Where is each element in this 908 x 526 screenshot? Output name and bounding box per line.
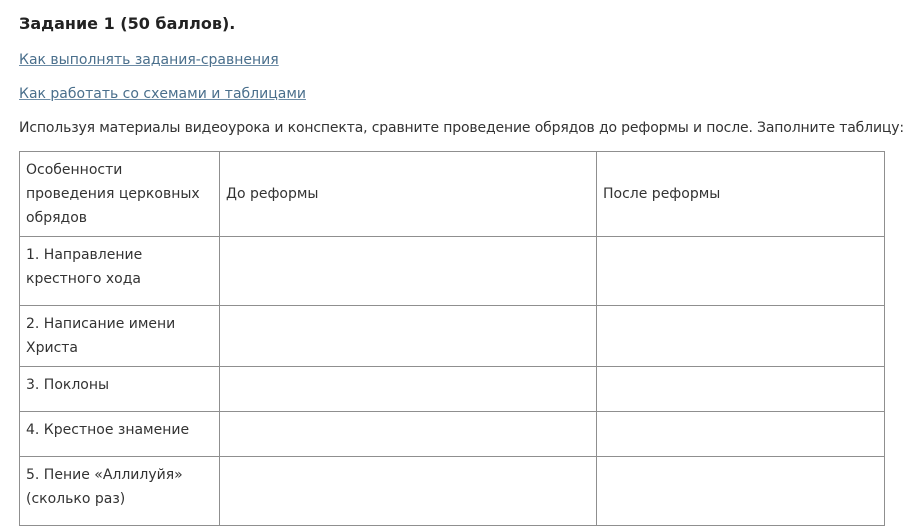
instructions-text: Используя материалы видеоурока и конспекта, сравните проведение обрядов до реформы и после. Заполните таблицу: xyxy=(19,120,904,136)
link-how-to-schemes-tables[interactable]: Как работать со схемами и таблицами xyxy=(19,86,306,102)
table-row xyxy=(20,367,885,412)
task-title: Задание 1 (50 баллов). xyxy=(19,14,236,33)
cell-before[interactable] xyxy=(220,306,597,367)
cell-after[interactable] xyxy=(597,457,885,526)
header-after-reform: После реформы xyxy=(597,152,885,237)
cell-before-value[interactable] xyxy=(226,418,590,450)
table-header-row xyxy=(20,152,885,237)
cell-after-value[interactable] xyxy=(603,243,878,299)
row-label: 5. Пение «Аллилуйя» (сколько раз) xyxy=(20,457,220,526)
cell-after-value[interactable] xyxy=(603,418,878,450)
table-row xyxy=(20,457,885,526)
link-how-to-compare[interactable]: Как выполнять задания-сравнения xyxy=(19,52,279,68)
table-row xyxy=(20,237,885,306)
row-label: 1. Направление крестного хода xyxy=(20,237,220,306)
cell-after-value[interactable] xyxy=(603,463,878,519)
cell-before-value[interactable] xyxy=(226,373,590,405)
header-features: Особенности проведения церковных обрядов xyxy=(20,152,220,237)
cell-after-value[interactable] xyxy=(603,312,878,360)
row-label: 2. Написание имени Христа xyxy=(20,306,220,367)
row-label: 4. Крестное знамение xyxy=(20,412,220,457)
cell-after[interactable] xyxy=(597,306,885,367)
cell-after[interactable] xyxy=(597,237,885,306)
row-label: 3. Поклоны xyxy=(20,367,220,412)
table-row xyxy=(20,412,885,457)
cell-before-value[interactable] xyxy=(226,463,590,519)
cell-before[interactable] xyxy=(220,237,597,306)
cell-after-value[interactable] xyxy=(603,373,878,405)
cell-before-value[interactable] xyxy=(226,312,590,360)
table-row xyxy=(20,306,885,367)
comparison-table xyxy=(19,151,885,526)
cell-before[interactable] xyxy=(220,367,597,412)
cell-before[interactable] xyxy=(220,457,597,526)
cell-before-value[interactable] xyxy=(226,243,590,299)
cell-before[interactable] xyxy=(220,412,597,457)
header-before-reform: До реформы xyxy=(220,152,597,237)
cell-after[interactable] xyxy=(597,367,885,412)
cell-after[interactable] xyxy=(597,412,885,457)
